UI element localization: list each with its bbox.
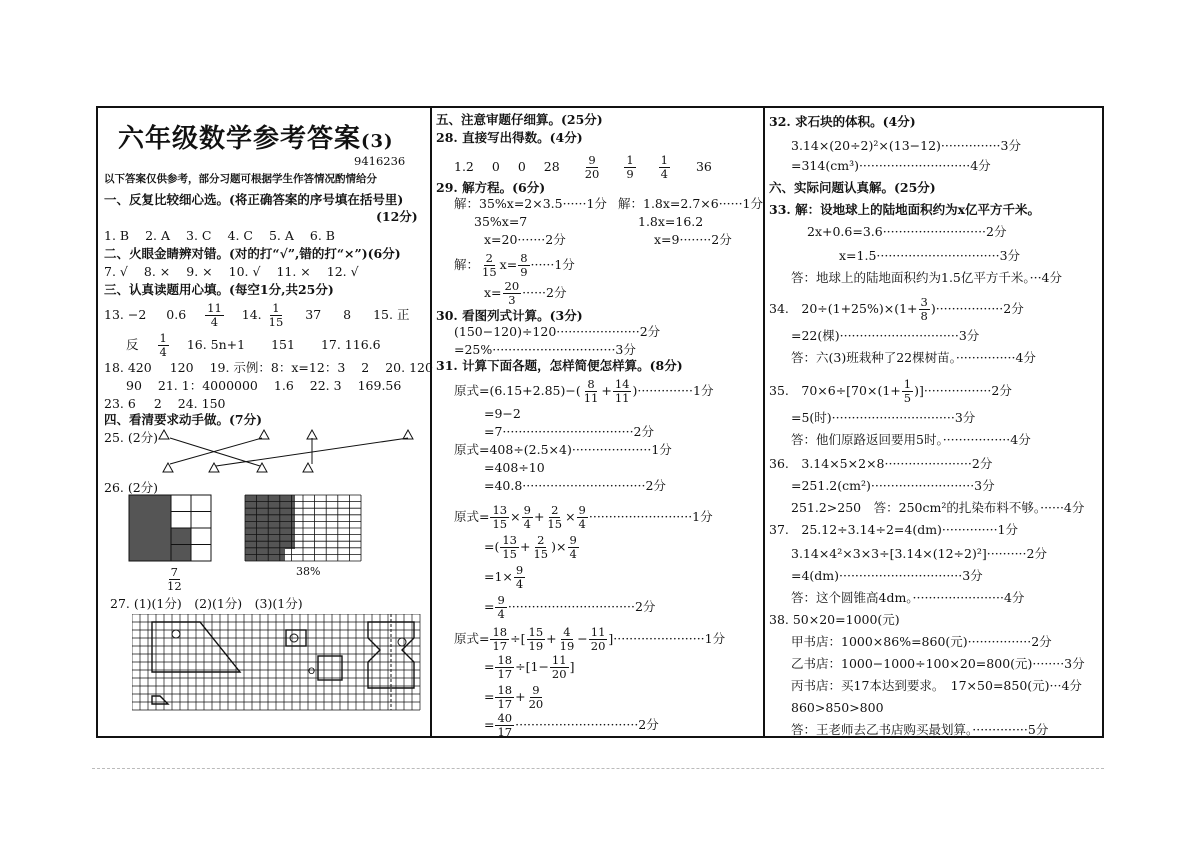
q30-line: =25%·······························3分 [454,342,636,357]
q28-value: 36 [695,159,712,175]
fraction [624,154,635,181]
triangle-mark [159,430,169,439]
q38-line: 860>850>800 [791,700,884,715]
denominator: 4 [515,577,524,592]
answer-15b: 反 [126,337,139,353]
triangle-mark [403,430,413,439]
fraction [518,252,529,279]
denominator: 4 [497,607,505,622]
q29-line: 解：35%x=2×3.5······1分 [454,196,607,211]
plus-sign: + [515,689,526,705]
numerator: 9 [569,533,577,547]
denominator: 4 [523,517,531,532]
fraction [490,504,509,531]
q29-line: x=9········2分 [654,232,732,247]
square-shape [318,656,342,680]
numerator: 1 [159,331,167,345]
denominator: 17 [497,725,513,740]
denominator: 20 [528,697,544,712]
section-6-heading: 六、实际问题认真解。(25分) [769,180,936,195]
q29-equation-line [454,252,575,279]
denominator: 15 [547,517,563,532]
numerator: 20 [504,279,520,293]
div-sign: ÷ [515,659,526,675]
answer-21b: 1.6 [273,378,294,393]
numerator: 18 [497,653,513,667]
q38-line: 甲书店：1000×86%=860(元)················2分 [791,634,1052,649]
denominator: 4 [210,315,219,330]
numerator: 7 [170,565,178,579]
q31d-line4 [484,712,659,739]
section-2-heading: 二、火眼金睛辨对错。(对的打“√”,错的打“×”)(6分) [104,246,401,261]
numerator: 1 [626,153,634,167]
column-1 [98,108,433,736]
q31-line: =9−2 [484,406,521,421]
q37-line: =4(dm)·······························3分 [791,568,983,583]
fraction [659,154,670,181]
percent-grid-figure [244,494,364,564]
fraction [583,154,602,181]
numerator: 13 [502,533,517,547]
small-shape [152,696,168,704]
fraction [558,626,577,653]
denominator: 4 [569,547,577,562]
answer-1: 1. B [104,228,130,243]
q31c-line4 [484,594,655,621]
answer-16: 16. 5n+1 [186,337,246,353]
q31c-line2 [484,534,580,561]
fraction [919,296,930,323]
div-sign: ÷ [510,631,521,647]
q35-text: )]·················2分 [914,383,1012,399]
fraction [500,534,519,561]
denominator: 20 [584,167,600,182]
q35-line: =5(时)·······························3分 [791,410,976,425]
answer-16b: 151 [271,337,295,353]
numerator: 2 [485,251,493,265]
q26-label: 26. (2分) [104,480,159,495]
triangle-mark [257,463,267,472]
q31-line: =7·································2分 [484,424,655,439]
q31-heading: 31. 计算下面各题，怎样简便怎样算。(8分) [436,358,683,373]
denominator: 15 [533,547,549,562]
numerator: 15 [528,625,544,639]
title-text: 六年级数学参考答案 [118,124,362,154]
section-4-heading: 四、看清要求动手做。(7分) [104,412,263,427]
q31-text: = [484,599,495,615]
origin-label: O [308,667,316,677]
q34-text: 34. 20÷(1+25%)×(1+ [769,301,918,317]
answer-18: 18. 420 [104,360,152,375]
column-3 [763,108,1104,736]
q25-label: 25. (2分) [104,430,159,445]
fraction [550,654,569,681]
matching-figure [158,426,418,476]
denominator: 4 [660,167,668,182]
fraction [577,504,588,531]
column-2 [430,108,765,740]
denominator: 5 [903,391,912,406]
numerator: 2 [551,503,559,517]
q31-text: = [484,689,495,705]
denominator: 9 [626,167,634,182]
q34-line: 答：六(3)班栽种了22棵树苗。···············4分 [791,350,1036,365]
numerator: 9 [588,153,596,167]
q35-line: 答：他们原路返回要用5时。·················4分 [791,432,1031,447]
q36-line: 251.2>250 答：250cm²的扎染布料不够。······4分 [791,500,1085,515]
paper-code: 9416236 [354,154,406,168]
fraction [503,280,522,307]
fraction [545,504,564,531]
page-fold-line [92,768,1104,769]
q29-text: ······2分 [522,285,567,301]
q29-text: 解： [454,257,480,273]
answer-13b: 0.6 [166,307,187,323]
answer-9: 9. × [186,264,213,279]
answer-15: 15. 正 [373,307,410,323]
q31-text: = [484,659,495,675]
q29-text: ······1分 [530,257,575,273]
numerator: 11 [207,301,222,315]
q26-fraction-answer [164,566,185,593]
plus-sign: + [520,539,531,555]
fraction [568,534,579,561]
q29-line: x=20·······2分 [484,232,566,247]
denominator: 9 [520,265,528,280]
q28-answers [454,154,712,181]
q31c-line3 [484,564,526,591]
q31-text: 原式=(6.15+2.85)−( [454,383,581,399]
numerator: 9 [578,503,586,517]
answer-22: 22. 3 [309,378,342,393]
shaded-region [129,495,171,561]
minus-sign: − [577,631,588,647]
section-1-heading: 一、反复比较细心选。(将正确答案的序号填在括号里) [104,192,404,207]
q31-text: ) [551,539,557,555]
answer-22b: 169.56 [357,378,402,393]
q31-line: =40.8·······························2分 [484,478,666,493]
q31-text: ································2分 [507,599,656,615]
fraction [527,626,546,653]
denominator: 17 [497,697,513,712]
q31-text: =1× [484,569,513,585]
q31-text: ]·······················1分 [608,631,726,647]
times-sign: × [556,539,567,555]
answer-21: 21. 1：4000000 [157,378,258,393]
triangle-mark [307,430,317,439]
fraction [522,504,533,531]
q28-value: 28 [543,159,560,175]
numerator: 18 [497,683,513,697]
q29-heading: 29. 解方程。(6分) [436,180,546,195]
answer-24: 24. 150 [177,396,226,411]
denominator: 19 [559,639,575,654]
q31d-line3 [484,684,546,711]
times-sign: × [510,509,521,525]
fraction [613,378,632,405]
numerator: 1 [660,153,668,167]
plus-sign: + [546,631,557,647]
numerator: 11 [551,653,567,667]
section-2-answers [104,266,359,279]
numerator: 40 [497,711,513,725]
numerator: 11 [590,625,606,639]
fraction [205,302,224,329]
q28-value: 0 [517,159,526,175]
answer-14: 14. [241,307,262,323]
point-marker [172,630,180,638]
answer-17: 17. 116.6 [320,337,381,353]
denominator: 8 [920,309,928,324]
q31-text: ] [569,659,575,675]
q29-line: 35%x=7 [474,214,528,229]
denominator: 11 [614,391,630,406]
triangle-mark [163,463,173,472]
q31c-line [454,504,713,531]
q32-heading: 32. 求石块的体积。(4分) [769,114,916,129]
fraction [495,684,514,711]
answer-11: 11. × [276,264,311,279]
fill-row-5 [104,398,225,411]
numerator: 9 [497,593,505,607]
shaded-region [245,549,285,561]
q28-heading: 28. 直接写出得数。(4分) [436,130,583,145]
q27-label: 27. (1)(1分) (2)(1分) (3)(1分) [110,596,303,611]
q32-line: 3.14×(20÷2)²×(13−12)···············3分 [791,138,1021,153]
answer-4: 4. C [227,228,253,243]
answer-sheet [96,106,1104,738]
numerator: 3 [920,295,928,309]
denominator: 19 [528,639,544,654]
q32-line: =314(cm³)····························4分 [791,158,991,173]
answer-18b: 120 [169,360,194,375]
point-marker [398,638,406,646]
numerator: 13 [492,503,508,517]
denominator: 11 [583,391,599,406]
q31-text: ··························1分 [588,509,713,525]
q29-equation-line [484,280,566,307]
answer-7: 7. √ [104,264,128,279]
fraction [582,378,601,405]
fill-row-4 [126,380,401,393]
q34-text: )·················2分 [930,301,1024,317]
q31-text: =( [484,539,500,555]
q37-line: 37. 25.12÷3.14÷2=4(dm)··············1分 [769,522,1019,537]
fraction [527,684,546,711]
fraction [495,654,514,681]
q33-line: x=1.5·······························3分 [839,248,1021,263]
fraction [514,564,525,591]
answer-20: 20. 120 [385,360,433,375]
section-3-heading: 三、认真读题用心填。(每空1分,共25分) [104,282,334,297]
q31-line: 原式=408÷(2.5×4)····················1分 [454,442,672,457]
q34-line: =22(棵)······························3分 [791,328,980,343]
q31a-line [454,378,713,405]
section-5-heading: 五、注意审题仔细算。(25分) [436,112,603,127]
denominator: 20 [551,667,567,682]
title-number: (3) [361,131,394,152]
section-1-answers [104,230,335,243]
q36-line: =251.2(cm²)··························3分 [791,478,995,493]
q37-line: 3.14×4²×3×3÷[3.14×(12÷2)²]··········2分 [791,546,1047,561]
q31-text: = [484,717,495,733]
fraction [490,626,509,653]
triangle-mark [259,430,269,439]
answer-2: 2. A [145,228,171,243]
fraction [902,378,913,405]
coordinate-grid-figure [132,614,424,714]
answer-19b: 2 [361,360,370,375]
numerator: 14 [614,377,630,391]
answer-23b: 2 [153,396,162,411]
q29-line: 1.8x=16.2 [638,214,704,229]
q36-line: 36. 3.14×5×2×8······················2分 [769,456,993,471]
denominator: 17 [492,639,508,654]
q31-text: 原式= [454,509,490,525]
fill-row-2 [126,332,381,359]
answer-3: 3. C [186,228,212,243]
denominator: 4 [578,517,586,532]
q38-line: 乙书店：1000−1000÷100×20=800(元)········3分 [791,656,1085,671]
q38-line: 答：王老师去乙书店购买最划算。··············5分 [791,722,1049,737]
numerator: 4 [563,625,571,639]
fraction [495,712,514,739]
fraction [165,566,184,593]
q29-text: x= [499,257,518,273]
q38-line: 丙书店：买17本达到要求。 17×50=850(元)···4分 [791,678,1082,693]
fraction [267,302,286,329]
triangle-mark [303,463,313,472]
denominator: 12 [167,579,182,594]
answer-5: 5. A [268,228,294,243]
fill-row-1 [104,302,409,329]
numerator: 1 [903,377,912,391]
section-1-score: (12分) [376,209,418,224]
answer-13: 13. −2 [104,307,147,323]
q28-value: 0 [491,159,500,175]
q31-text: 原式= [454,631,490,647]
fraction [158,332,169,359]
denominator: 15 [502,547,517,562]
numerator: 1 [272,301,280,315]
numerator: 8 [587,377,595,391]
times-sign: × [565,509,576,525]
denominator: 3 [508,293,516,308]
q33-line: 答：地球上的陆地面积约为1.5亿平方千米。···4分 [791,270,1063,285]
numerator: 9 [515,563,524,577]
fraction [495,594,506,621]
numerator: 8 [520,251,528,265]
plus-sign: + [533,509,545,525]
q26-percent-answer: 38% [296,565,321,578]
q30-line: (150−120)÷120·····················2分 [454,324,661,339]
answer-6: 6. B [309,228,335,243]
q37-line: 答：这个圆锥高4dm。·······················4分 [791,590,1025,605]
triangle-mark [209,463,219,472]
q31d-line2 [484,654,574,681]
numerator: 2 [537,533,545,547]
numerator: 9 [532,683,540,697]
denominator: 15 [492,517,508,532]
denominator: 4 [159,345,167,360]
answer-14b: 37 [305,307,322,323]
q31-text: [1− [525,659,549,675]
numerator: 18 [492,625,508,639]
q34-line [769,296,1024,323]
answer-12: 12. √ [326,264,359,279]
q29-text: x= [484,285,502,301]
numerator: 9 [523,503,531,517]
q33-line: 2x+0.6=3.6··························2分 [807,224,1007,239]
q31-line: =408÷10 [484,460,545,475]
answer-8: 8. × [143,264,171,279]
page-title [118,118,394,155]
note: 以下答案仅供参考，部分习题可根据学生作答情况酌情给分 [104,173,377,185]
denominator: 17 [497,667,513,682]
answer-19: 19. 示例：8：x=12：3 [209,360,346,375]
q31-text: ·······························2分 [515,717,659,733]
q31-text: )··············1分 [632,383,714,399]
q38-line: 38. 50×20=1000(元) [769,612,900,627]
q33-heading: 33. 解：设地球上的陆地面积约为x亿平方千米。 [769,202,1041,217]
fraction [531,534,550,561]
answer-10: 10. √ [228,264,261,279]
q31-text: [ [520,631,526,647]
plus-sign: + [601,383,612,399]
q28-value: 1.2 [454,159,474,175]
answer-20b: 90 [126,378,142,393]
denominator: 15 [482,265,497,280]
answer-14c: 8 [343,307,352,323]
q35-text: 35. 70×6÷[70×(1+ [769,383,901,399]
q30-heading: 30. 看图列式计算。(3分) [436,308,583,323]
answer-23: 23. 6 [104,396,136,411]
fill-row-3 [104,362,433,375]
denominator: 15 [268,315,284,330]
denominator: 20 [590,639,606,654]
fraction [480,252,499,279]
q31d-line [454,626,725,653]
fraction [589,626,608,653]
q35-line [769,378,1012,405]
fraction-grid-figure [128,494,218,564]
q29-line: 解：1.8x=2.7×6······1分 [618,196,764,211]
